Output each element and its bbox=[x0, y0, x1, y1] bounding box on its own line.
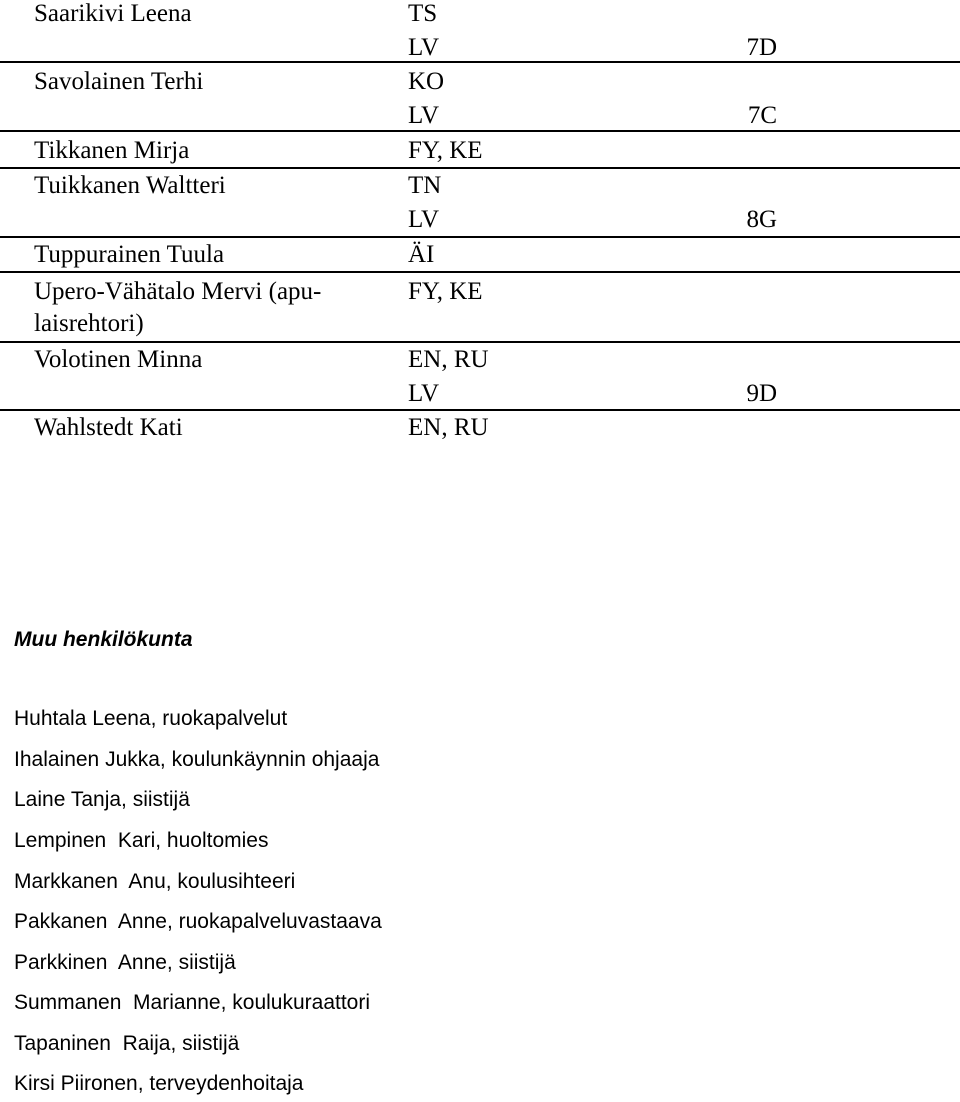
list-item: Lempinen Kari, huoltomies bbox=[14, 829, 269, 852]
table-row bbox=[0, 377, 960, 411]
staff-subject: FY, KE bbox=[408, 137, 483, 164]
staff-name: Tuikkanen Waltteri bbox=[34, 172, 226, 199]
staff-subject: LV bbox=[408, 34, 440, 61]
table-row bbox=[0, 203, 960, 237]
row-divider bbox=[0, 61, 960, 63]
list-item: Summanen Marianne, koulukuraattori bbox=[14, 991, 371, 1014]
staff-subject: KO bbox=[408, 68, 445, 95]
staff-subject: TS bbox=[408, 0, 438, 27]
table-row bbox=[0, 238, 960, 272]
staff-name: Upero-Vähätalo Mervi (apu- bbox=[34, 278, 322, 305]
table-row bbox=[0, 0, 960, 31]
staff-name: laisrehtori) bbox=[34, 310, 144, 337]
table-row bbox=[0, 343, 960, 377]
table-row bbox=[0, 411, 960, 445]
list-item: Kirsi Piironen, terveydenhoitaja bbox=[14, 1072, 304, 1095]
staff-subject: EN, RU bbox=[408, 346, 489, 373]
staff-name: Tuppurainen Tuula bbox=[34, 241, 225, 268]
list-item: Parkkinen Anne, siistijä bbox=[14, 951, 236, 974]
staff-subject: TN bbox=[408, 172, 442, 199]
section-heading: Muu henkilökunta bbox=[14, 628, 193, 651]
row-divider bbox=[0, 271, 960, 273]
list-item: Ihalainen Jukka, koulunkäynnin ohjaaja bbox=[14, 748, 380, 771]
staff-subject: LV bbox=[408, 380, 440, 407]
staff-name: Volotinen Minna bbox=[34, 346, 203, 373]
list-item: Huhtala Leena, ruokapalvelut bbox=[14, 707, 288, 730]
staff-name: Savolainen Terhi bbox=[34, 68, 204, 95]
table-row bbox=[0, 31, 960, 65]
staff-class: 9D bbox=[746, 380, 777, 407]
table-row bbox=[0, 275, 960, 309]
row-divider bbox=[0, 130, 960, 132]
table-row bbox=[0, 169, 960, 203]
list-item: Markkanen Anu, koulusihteeri bbox=[14, 870, 296, 893]
table-row bbox=[0, 65, 960, 99]
staff-class: 7D bbox=[746, 34, 777, 61]
staff-subject: LV bbox=[408, 102, 440, 129]
staff-name: Saarikivi Leena bbox=[34, 0, 192, 27]
list-item: Pakkanen Anne, ruokapalveluvastaava bbox=[14, 910, 382, 933]
table-row bbox=[0, 134, 960, 168]
staff-class: 7C bbox=[747, 102, 777, 129]
staff-subject: LV bbox=[408, 206, 440, 233]
list-item: Laine Tanja, siistijä bbox=[14, 788, 190, 811]
staff-name: Tikkanen Mirja bbox=[34, 137, 190, 164]
staff-name: Wahlstedt Kati bbox=[34, 414, 183, 441]
table-row bbox=[0, 307, 960, 341]
staff-subject: ÄI bbox=[408, 241, 435, 268]
staff-class: 8G bbox=[746, 206, 777, 233]
table-row bbox=[0, 99, 960, 133]
list-item: Tapaninen Raija, siistijä bbox=[14, 1032, 240, 1055]
staff-subject: FY, KE bbox=[408, 278, 483, 305]
staff-subject: EN, RU bbox=[408, 414, 489, 441]
